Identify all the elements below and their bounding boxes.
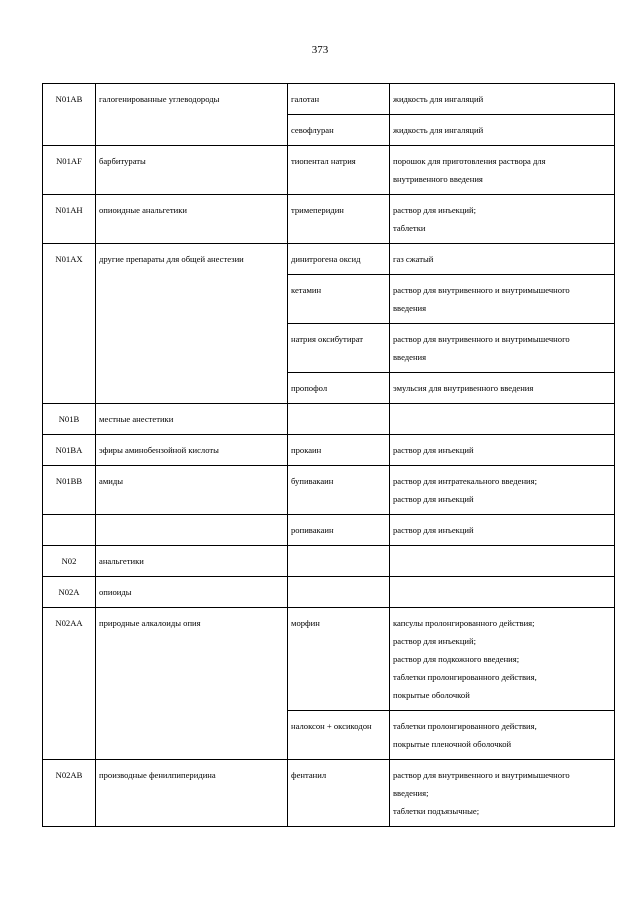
form-line: покрытые пленочной оболочкой xyxy=(393,739,512,749)
atc-code: N01AH xyxy=(43,195,96,244)
form-line: введения; xyxy=(393,788,429,798)
group-name: другие препараты для общей анестезии xyxy=(96,244,288,404)
group-name: опиоидные анальгетики xyxy=(96,195,288,244)
dosage-forms xyxy=(390,546,615,577)
drug-name: тиопентал натрия xyxy=(288,146,390,195)
form-line: раствор для инъекций; xyxy=(393,636,477,646)
form-line: раствор для внутривенного и внутримышечного xyxy=(393,334,570,344)
group-name: природные алкалоиды опия xyxy=(96,608,288,760)
drug-name: галотан xyxy=(288,84,390,115)
form-line: раствор для внутривенного и внутримышечного xyxy=(393,285,570,295)
dosage-forms xyxy=(390,84,615,115)
form-line: раствор для интратекального введения; xyxy=(393,476,537,486)
form-line: раствор для подкожного введения; xyxy=(393,654,520,664)
form-line: газ сжатый xyxy=(393,254,434,264)
table-row xyxy=(43,435,615,466)
table-row xyxy=(43,84,615,115)
form-line: жидкость для ингаляций xyxy=(393,94,484,104)
atc-code: N01AF xyxy=(43,146,96,195)
form-line: жидкость для ингаляций xyxy=(393,125,484,135)
drug-name xyxy=(288,404,390,435)
form-line: таблетки подъязычные; xyxy=(393,806,480,816)
dosage-forms xyxy=(390,760,615,827)
table-row xyxy=(43,466,615,515)
atc-code: N01AX xyxy=(43,244,96,404)
drug-name: динитрогена оксид xyxy=(288,244,390,275)
table-row xyxy=(43,760,615,827)
form-line: капсулы пролонгированного действия; xyxy=(393,618,535,628)
group-name: амиды xyxy=(96,466,288,515)
table-row xyxy=(43,146,615,195)
form-line: раствор для инъекций; xyxy=(393,205,477,215)
table-row xyxy=(43,244,615,275)
atc-code: N02AA xyxy=(43,608,96,760)
group-name: опиоиды xyxy=(96,577,288,608)
group-name xyxy=(96,515,288,546)
form-line: покрытые оболочкой xyxy=(393,690,470,700)
dosage-forms xyxy=(390,373,615,404)
form-line: введения xyxy=(393,352,427,362)
drug-name: тримеперидин xyxy=(288,195,390,244)
drug-name: прокаин xyxy=(288,435,390,466)
form-line: эмульсия для внутривенного введения xyxy=(393,383,534,393)
dosage-forms xyxy=(390,324,615,373)
atc-code xyxy=(43,515,96,546)
dosage-forms xyxy=(390,404,615,435)
page-number: 373 xyxy=(311,44,329,56)
drug-name: пропофол xyxy=(288,373,390,404)
dosage-forms xyxy=(390,195,615,244)
drug-name: кетамин xyxy=(288,275,390,324)
atc-code: N01BB xyxy=(43,466,96,515)
drug-name: налоксон + оксикодон xyxy=(288,711,390,760)
form-line: порошок для приготовления раствора для xyxy=(393,156,546,166)
drug-name: морфин xyxy=(288,608,390,711)
drug-name: натрия оксибутират xyxy=(288,324,390,373)
dosage-forms xyxy=(390,515,615,546)
form-line: раствор для внутривенного и внутримышечного xyxy=(393,770,570,780)
dosage-forms xyxy=(390,146,615,195)
dosage-forms xyxy=(390,115,615,146)
dosage-forms xyxy=(390,466,615,515)
dosage-forms xyxy=(390,577,615,608)
dosage-forms xyxy=(390,275,615,324)
dosage-forms xyxy=(390,244,615,275)
form-line: внутривенного введения xyxy=(393,174,483,184)
atc-code: N02AB xyxy=(43,760,96,827)
group-name: барбитураты xyxy=(96,146,288,195)
atc-code: N01AB xyxy=(43,84,96,146)
group-name: анальгетики xyxy=(96,546,288,577)
form-line: таблетки xyxy=(393,223,426,233)
drug-name xyxy=(288,546,390,577)
drug-table xyxy=(42,83,615,827)
group-name: эфиры аминобензойной кислоты xyxy=(96,435,288,466)
form-line: раствор для инъекций xyxy=(393,494,474,504)
form-line: введения xyxy=(393,303,427,313)
atc-code: N01BA xyxy=(43,435,96,466)
table-row xyxy=(43,515,615,546)
group-name: производные фенилпиперидина xyxy=(96,760,288,827)
atc-code: N01B xyxy=(43,404,96,435)
dosage-forms xyxy=(390,435,615,466)
group-name: местные анестетики xyxy=(96,404,288,435)
table-row xyxy=(43,404,615,435)
table-row xyxy=(43,577,615,608)
table-row xyxy=(43,546,615,577)
drug-name xyxy=(288,577,390,608)
table-row xyxy=(43,195,615,244)
dosage-forms xyxy=(390,711,615,760)
dosage-forms xyxy=(390,608,615,711)
form-line: раствор для инъекций xyxy=(393,445,474,455)
drug-name: ропивакаин xyxy=(288,515,390,546)
group-name: галогенированные углеводороды xyxy=(96,84,288,146)
form-line: таблетки пролонгированного действия, xyxy=(393,721,537,731)
form-line: раствор для инъекций xyxy=(393,525,474,535)
drug-name: севофлуран xyxy=(288,115,390,146)
atc-code: N02 xyxy=(43,546,96,577)
form-line: таблетки пролонгированного действия, xyxy=(393,672,537,682)
drug-name: бупивакаин xyxy=(288,466,390,515)
drug-name: фентанил xyxy=(288,760,390,827)
table-row xyxy=(43,608,615,711)
atc-code: N02A xyxy=(43,577,96,608)
